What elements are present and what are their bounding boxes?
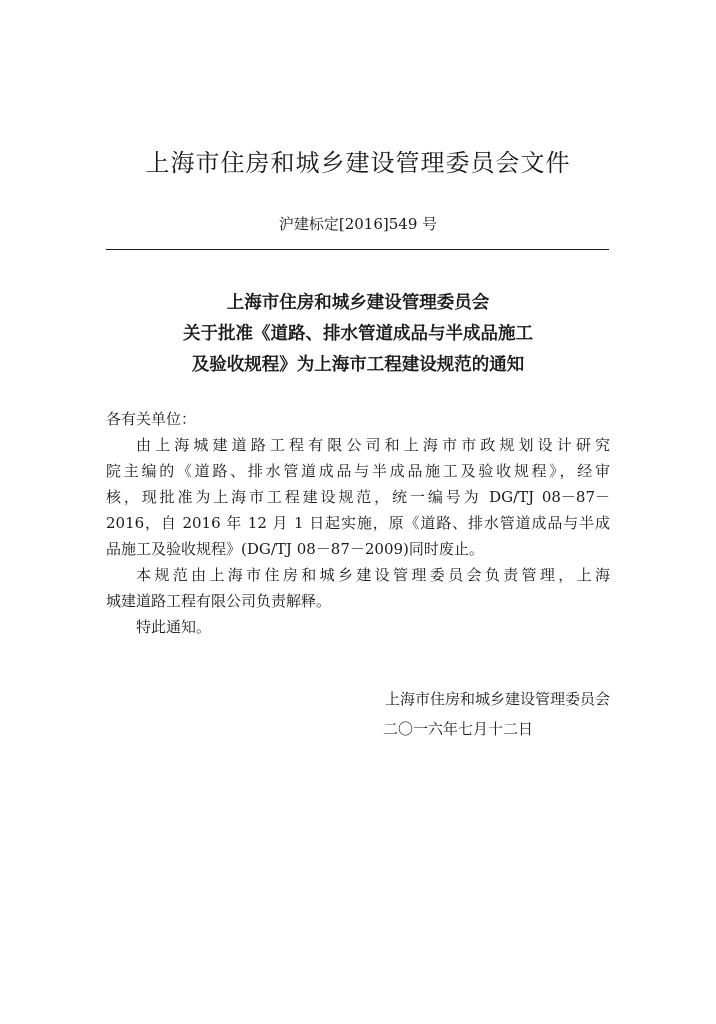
closing-line: 特此通知。 bbox=[136, 618, 212, 636]
header-divider bbox=[106, 249, 609, 250]
document-number: 沪建标定[2016]549 号 bbox=[278, 215, 438, 233]
paragraph-2-line-2: 城建道路工程有限公司负责解释。 bbox=[106, 592, 332, 610]
notice-title-line-1: 上海市住房和城乡建设管理委员会 bbox=[226, 293, 490, 313]
signature-block bbox=[300, 684, 610, 744]
issue-date: 二〇一六年七月十二日 bbox=[383, 720, 534, 738]
paragraph-1-line-4: 2016，自 2016 年 12 月 1 日起实施，原《道路、排水管道成品与半成 bbox=[106, 514, 610, 532]
issuing-organization: 上海市住房和城乡建设管理委员会 bbox=[384, 690, 610, 708]
paragraph-2-line-1: 本规范由上海市住房和城乡建设管理委员会负责管理，上海 bbox=[136, 566, 610, 584]
paragraph-1-line-2: 院主编的《道路、排水管道成品与半成品施工及验收规程》，经审 bbox=[106, 462, 610, 480]
notice-body bbox=[106, 406, 610, 640]
paragraph-1-line-5: 品施工及验收规程》(DG/TJ 08－87－2009)同时废止。 bbox=[106, 540, 484, 558]
document-header-title: 上海市住房和城乡建设管理委员会文件 bbox=[145, 149, 571, 177]
notice-title bbox=[0, 288, 716, 381]
notice-title-line-3: 及验收规程》为上海市工程建设规范的通知 bbox=[191, 355, 525, 375]
notice-title-line-2: 关于批准《道路、排水管道成品与半成品施工 bbox=[183, 324, 533, 344]
salutation: 各有关单位： bbox=[106, 410, 197, 428]
paragraph-1-line-3: 核，现批准为上海市工程建设规范，统一编号为 DG/TJ 08－87－ bbox=[106, 488, 610, 506]
paragraph-1-line-1: 由上海城建道路工程有限公司和上海市市政规划设计研究 bbox=[136, 436, 610, 454]
